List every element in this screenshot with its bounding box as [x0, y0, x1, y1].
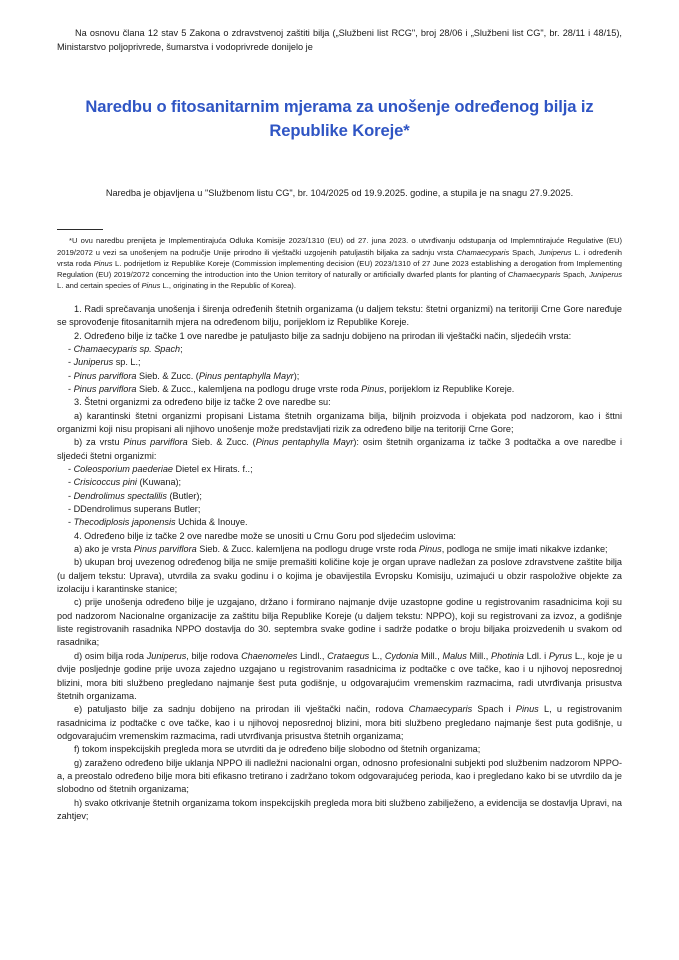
paragraph-3: 3. Štetni organizmi za određeno bilje iz tačke 2 ove naredbe su: [74, 397, 331, 408]
paragraph-3a: a) karantinski štetni organizmi propisani Listama štetnih organizama bilja, biljnih proizvoda i objekata pod nadzorom, kao i šttni organizmi koji nisu propisani ali njihovo unošenje može predstavljati rizik za određeno bilje na teritoriji Crne Gore; [57, 410, 622, 434]
species-item: - Chamaecyparis sp. Spach; [68, 343, 183, 354]
paragraph-4b: b) ukupan broj uvezenog određenog bilja ne smije premašiti količine koje je organ uprave nadležan za poslove zdravstvene zaštite bilja (u daljem tekstu: Uprava), utvrdila za svaku godinu i o kojima je obavijestila Evropsku Komisiju, uzimajući u obzir raspoložive objekte za izolaciju i karantinske stanice; [57, 557, 622, 595]
paragraph-3b: b) za vrstu Pinus parviflora Sieb. & Zucc. (Pinus pentaphylla Mayr): osim štetnih organizama iz tačke 3 podtačka a ove naredbe i sljedeći štetni organizmi: [57, 437, 623, 461]
intro-paragraph: Na osnovu člana 12 stav 5 Zakona o zdravstvenoj zaštiti bilja („Službeni list RCG", broj 28/06 i „Službeni list CG", br. 28/11 i 48/15), Ministarstvo poljoprivrede, šumarstva i vodoprivrede donijelo je [57, 28, 622, 53]
paragraph-4a: a) ako je vrsta Pinus parviflora Sieb. & Zucc. kalemljena na podlogu druge vrste roda Pinus, podloga ne smije imati nikakve izdanke; [74, 544, 608, 555]
organism-item: - Dendrolimus spectalilis (Butler); [68, 490, 202, 501]
paragraph-4g: g) zaraženo određeno bilje uklanja NPPO ili nadležni nacionalni organ, odnosno profesionalni subjekti pod službenim nadzorom NPPO-a, a preostalo određeno bilje mora biti efikasno tretirano i zadržano tokom odgovarajućeg perioda, kao i pregledano kako bi se utvrdilo da je slobodno od štetnih organizama; [57, 757, 622, 795]
organism-item: - DDendrolimus superans Butler; [68, 504, 201, 515]
species-item: - Juniperus sp. L.; [68, 357, 141, 368]
species-item: - Pinus parviflora Sieb. & Zucc. (Pinus pentaphylla Mayr); [68, 370, 300, 381]
organism-item: - Coleosporium paederiae Dietel ex Hirats. f..; [68, 464, 253, 474]
paragraph-2: 2. Određeno bilje iz tačke 1 ove naredbe je patuljasto bilje za sadnju dobijeno na prirodan ili vještački način, sljedećih vrsta: [74, 330, 572, 341]
publication-note: Naredba je objavljena u "Službenom listu CG", br. 104/2025 od 19.9.2025. godine, a stupila je na snagu 27.9.2025. [105, 188, 574, 199]
footnote-text: *U ovu naredbu prenijeta je Implementirajuća Odluka Komisije 2023/1310 (EU) od 27. juna 2023. o utvrđivanju odstupanja od Implemntirajuće Regulative (EU) 2019/2072 u vezi sa unošenjem na područje Unije prirodno ili vještački uzgojenih patuljastih biljaka za sadnju vrsta Chamaecyparis Spach, Juniperus L. i određenih vrsta roda Pinus L. podrijetlom iz Republike Koreje (Commission implementing decision (EU) 2023/1310 of 27 June 2023 establishing a derogation from Implementing Regulation (EU) 2019/2072 concerning the introduction into the Union territory of naturally or artificially dwarfed plants for planting of Chamaecyparis Spach, Juniperus L. and certain species of Pinus L., originating in the Republic of Korea). [57, 236, 622, 290]
paragraph-4e: e) patuljasto bilje za sadnju dobijeno na prirodan ili vještački način, rodova Chamaecyparis Spach i Pinus L, u registrovanim rasadnicima iz podtačke c ove tačke, kao i u njihovoj neposrednoj blizini, mora biti službeno pregledano najmanje šest puta godišnje, u odgovarajućim vremenskim razmacima, radi utvrđivanja prisustva štetnih organizama; [57, 704, 623, 741]
paragraph-1: 1. Radi sprečavanja unošenja i širenja određenih štetnih organizama (u daljem tekstu: štetni organizmi) na teritoriji Crne Gore naređuje se sprovođenje fitosanitarnih mjera na određenom bilju, porijeklom iz Republike Koreje. [57, 303, 622, 328]
organism-item: - Crisicoccus pini (Kuwana); [68, 477, 182, 488]
paragraph-4f: f) tokom inspekcijskih pregleda mora se utvrditi da je određeno bilje slobodno od štetnih organizama; [74, 744, 481, 755]
page-title: Naredbu o fitosanitarnim mjerama za unošenje određenog bilja iz Republike Koreje* [85, 97, 594, 141]
paragraph-4h: h) svako otkrivanje štetnih organizama tokom inspekcijskih pregleda mora biti službeno zabilježeno, a evidencija se dostavlja Upravi, na zahtjev; [57, 797, 622, 821]
paragraph-4c: c) prije unošenja određeno bilje je uzgajano, držano i formirano najmanje dvije uzastopne godine u registrovanim rasadnicima koji su pod nadzorom Nacionalne organizacije za zaštitu bilja Republike Koreje (u daljem tekstu: NPPO), koji su registrovani za izvoz, a godišnje liste registrovanih rasadnika NPPO dostavlja do 30. septembra svake godine i sadrže podatke o broju biljaka proizvedenih u svakom od rasadnika; [57, 597, 622, 648]
paragraph-4: 4. Određeno bilje iz tačke 2 ove naredbe može se unositi u Crnu Goru pod sljedećim uslovima: [74, 530, 456, 541]
body-content [57, 303, 622, 823]
species-item: - Pinus parviflora Sieb. & Zucc., kalemljena na podlogu druge vrste roda Pinus, porijeklom iz Republike Koreje. [68, 383, 515, 394]
footnote-separator [57, 229, 103, 230]
organism-item: - Thecodiplosis japonensis Uchida & Inouye. [68, 517, 248, 528]
paragraph-4d: d) osim bilja roda Juniperus, bilje rodova Chaenomeles Lindl., Crataegus L., Cydonia Mill., Malus Mill., Photinia Ldl. i Pyrus L., koje je u dvije posljednje godine prije uvoza zajedno uzgajano u registrovanim rasadnicima iz podtačke c ove tačke, kao i u njihovoj neposrednoj blizini, mora biti službeno pregledano najmanje šest puta godišnje, u odgovarajućim vremenskim razmacima, radi utvrđivanja prisustva štetnih organizama. [57, 650, 623, 701]
